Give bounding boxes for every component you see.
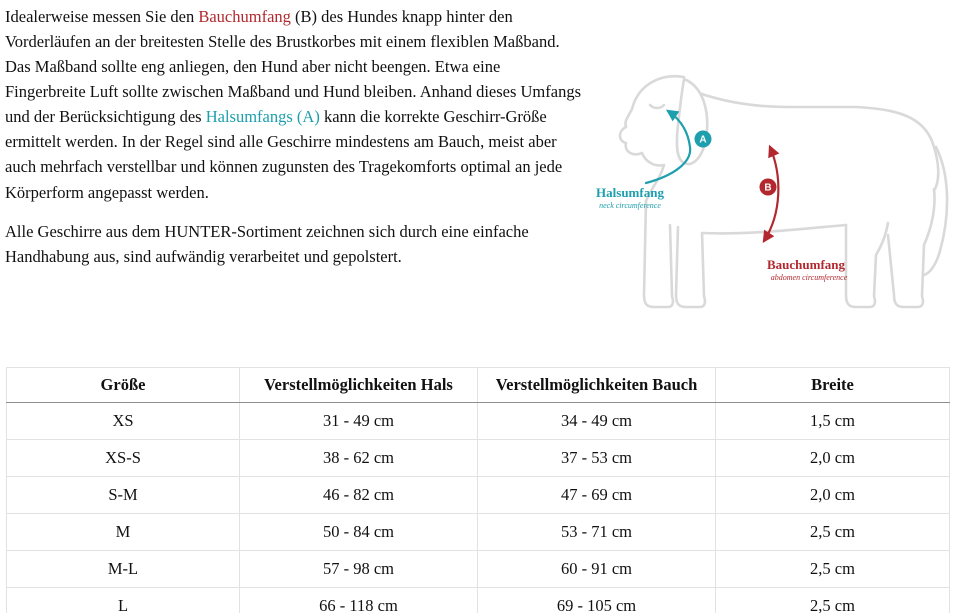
dog-diagram-svg — [588, 55, 956, 360]
column-header: Breite — [716, 368, 950, 403]
table-row — [7, 403, 950, 440]
table-cell: 2,5 cm — [716, 514, 950, 551]
table-cell: M-L — [7, 551, 240, 588]
table-row — [7, 440, 950, 477]
description-text — [5, 4, 581, 283]
table-cell: XS-S — [7, 440, 240, 477]
column-header: Größe — [7, 368, 240, 403]
table-cell: 66 - 118 cm — [240, 588, 478, 613]
table-cell: 38 - 62 cm — [240, 440, 478, 477]
column-header: Verstellmöglichkeiten Bauch — [478, 368, 716, 403]
dog-measurement-diagram — [588, 55, 956, 360]
table-row — [7, 588, 950, 613]
belly-measurement — [760, 147, 848, 282]
highlight-teal: Halsumfangs (A) — [205, 107, 320, 127]
table-row — [7, 551, 950, 588]
table-cell: 1,5 cm — [716, 403, 950, 440]
size-table-head — [7, 368, 950, 403]
measurement-paragraph — [5, 4, 581, 205]
table-cell: 50 - 84 cm — [240, 514, 478, 551]
table-row — [7, 514, 950, 551]
table-cell: 2,5 cm — [716, 588, 950, 613]
paragraph-text: kann die korrekte Geschirr-Größe ermittelt werden. In der Regel sind alle Geschirre mindestens am Bauch, meist aber auch mehrfach verstellbar und können zugunsten des Tragekomforts optimal an jede Körperform angepasst werden. — [5, 107, 563, 202]
table-cell: M — [7, 514, 240, 551]
table-cell: S-M — [7, 477, 240, 514]
belly-label-de: Bauchumfang — [766, 257, 846, 272]
belly-label-en: abdomen circumference — [770, 273, 848, 282]
table-cell: 2,5 cm — [716, 551, 950, 588]
table-cell: XS — [7, 403, 240, 440]
table-cell: 57 - 98 cm — [240, 551, 478, 588]
table-cell: 34 - 49 cm — [478, 403, 716, 440]
table-cell: L — [7, 588, 240, 613]
size-table-body — [7, 403, 950, 613]
table-cell: 53 - 71 cm — [478, 514, 716, 551]
table-cell: 37 - 53 cm — [478, 440, 716, 477]
size-table — [6, 367, 950, 613]
paragraph-text: (B) des Hundes knapp hinter den Vorderläufen an der breitesten Stelle des Brustkorbes mit einem flexiblen Maßband. Das Maßband sollte eng anliegen, den Hund aber nicht beengen. Etwa eine Fingerbreite Luft sollte zwischen Maßband und Hund bleiben. Anhand dieses Umfangs und der Berücksichtigung des — [5, 7, 582, 127]
table-cell: 60 - 91 cm — [478, 551, 716, 588]
paragraph-text: Idealerweise messen Sie den — [5, 7, 199, 26]
neck-badge-label: A — [699, 134, 707, 146]
table-cell: 47 - 69 cm — [478, 477, 716, 514]
table-cell: 2,0 cm — [716, 477, 950, 514]
belly-badge-label: B — [764, 182, 772, 194]
table-cell: 2,0 cm — [716, 440, 950, 477]
table-cell: 31 - 49 cm — [240, 403, 478, 440]
table-cell: 46 - 82 cm — [240, 477, 478, 514]
neck-label-en: neck circumference — [599, 201, 661, 210]
neck-label-de: Halsumfang — [596, 185, 664, 200]
table-row — [7, 477, 950, 514]
table-cell: 69 - 105 cm — [478, 588, 716, 613]
hunter-paragraph: Alle Geschirre aus dem HUNTER-Sortiment zeichnen sich durch eine einfache Handhabung aus, sind aufwändig verarbeitet und gepolstert. — [5, 221, 529, 266]
column-header: Verstellmöglichkeiten Hals — [240, 368, 478, 403]
highlight-red: Bauchumfang — [198, 7, 291, 26]
header-row — [7, 368, 950, 403]
